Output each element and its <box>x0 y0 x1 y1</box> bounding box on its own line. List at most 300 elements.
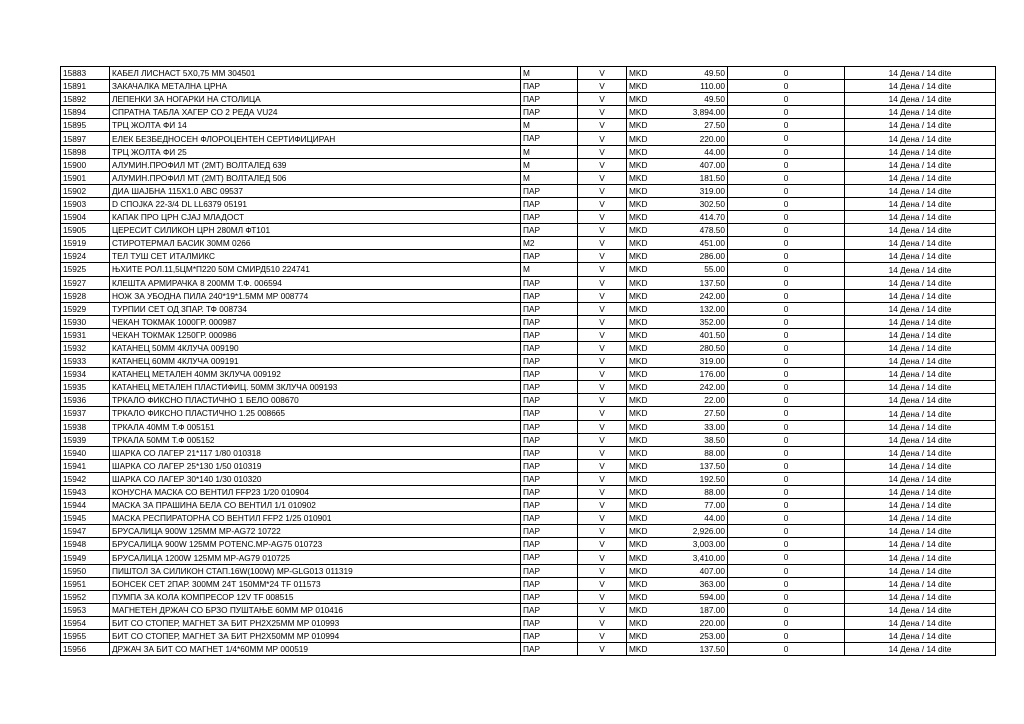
delivery-time-cell: 14 Дена / 14 dite <box>845 158 996 171</box>
quantity-cell: 0 <box>728 93 845 106</box>
item-name-cell: БРУСАЛИЦА 1200W 125ММ MP-AG79 010725 <box>110 551 521 564</box>
price-cell: 280.50 <box>651 341 728 354</box>
item-code-cell: 15928 <box>61 289 110 302</box>
unit-cell: ПАР <box>521 381 578 394</box>
table-row <box>61 341 996 354</box>
delivery-time-cell: 14 Дена / 14 dite <box>845 512 996 525</box>
table-row <box>61 158 996 171</box>
item-name-cell: БРУСАЛИЦА 900W 125ММ MP-AG72 10722 <box>110 525 521 538</box>
delivery-time-cell: 14 Дена / 14 dite <box>845 132 996 145</box>
quantity-cell: 0 <box>728 459 845 472</box>
price-cell: 242.00 <box>651 289 728 302</box>
unit-cell: ПАР <box>521 93 578 106</box>
unit-cell: ПАР <box>521 224 578 237</box>
price-cell: 478.50 <box>651 224 728 237</box>
delivery-time-cell: 14 Дена / 14 dite <box>845 106 996 119</box>
currency-cell: MKD <box>627 263 652 276</box>
item-code-cell: 15937 <box>61 407 110 420</box>
v-mark-cell: V <box>578 394 627 407</box>
price-cell: 27.50 <box>651 407 728 420</box>
unit-cell: ПАР <box>521 407 578 420</box>
unit-cell: ПАР <box>521 368 578 381</box>
unit-cell: ПАР <box>521 459 578 472</box>
item-code-cell: 15900 <box>61 158 110 171</box>
price-cell: 319.00 <box>651 184 728 197</box>
item-name-cell: АЛУМИН.ПРОФИЛ МТ (2МТ) ВОЛТАЛЕД 639 <box>110 158 521 171</box>
delivery-time-cell: 14 Дена / 14 dite <box>845 407 996 420</box>
currency-cell: MKD <box>627 171 652 184</box>
unit-cell: М <box>521 263 578 276</box>
price-cell: 27.50 <box>651 119 728 132</box>
unit-cell: М <box>521 67 578 80</box>
item-name-cell: КАПАК ПРО ЦРН СЈАЈ МЛАДОСТ <box>110 211 521 224</box>
unit-cell: ПАР <box>521 80 578 93</box>
v-mark-cell: V <box>578 315 627 328</box>
table-row <box>61 302 996 315</box>
currency-cell: MKD <box>627 512 652 525</box>
item-name-cell: ТРКАЛО ФИКСНО ПЛАСТИЧНО 1.25 008665 <box>110 407 521 420</box>
table-row <box>61 525 996 538</box>
price-cell: 286.00 <box>651 250 728 263</box>
quantity-cell: 0 <box>728 551 845 564</box>
price-cell: 132.00 <box>651 302 728 315</box>
v-mark-cell: V <box>578 171 627 184</box>
table-row <box>61 538 996 551</box>
v-mark-cell: V <box>578 184 627 197</box>
price-cell: 594.00 <box>651 590 728 603</box>
table-row <box>61 590 996 603</box>
price-cell: 110.00 <box>651 80 728 93</box>
unit-cell: М <box>521 119 578 132</box>
currency-cell: MKD <box>627 119 652 132</box>
delivery-time-cell: 14 Дена / 14 dite <box>845 315 996 328</box>
currency-cell: MKD <box>627 302 652 315</box>
v-mark-cell: V <box>578 420 627 433</box>
delivery-time-cell: 14 Дена / 14 dite <box>845 630 996 643</box>
item-code-cell: 15894 <box>61 106 110 119</box>
unit-cell: ПАР <box>521 184 578 197</box>
quantity-cell: 0 <box>728 355 845 368</box>
item-name-cell: ЛЕПЕНКИ ЗА НОГАРКИ НА СТОЛИЦА <box>110 93 521 106</box>
table-row <box>61 381 996 394</box>
price-cell: 137.50 <box>651 276 728 289</box>
delivery-time-cell: 14 Дена / 14 dite <box>845 355 996 368</box>
v-mark-cell: V <box>578 263 627 276</box>
delivery-time-cell: 14 Дена / 14 dite <box>845 184 996 197</box>
unit-cell: ПАР <box>521 197 578 210</box>
price-cell: 3,003.00 <box>651 538 728 551</box>
item-code-cell: 15956 <box>61 643 110 656</box>
item-name-cell: БИТ СО СТОПЕР, МАГНЕТ ЗА БИТ PH2X25ММ МР 010993 <box>110 616 521 629</box>
item-name-cell: ТУРПИИ СЕТ ОД 3ПАР. ТФ 008734 <box>110 302 521 315</box>
item-name-cell: ТРЦ ЖОЛТА ФИ 25 <box>110 145 521 158</box>
delivery-time-cell: 14 Дена / 14 dite <box>845 381 996 394</box>
price-cell: 242.00 <box>651 381 728 394</box>
price-cell: 363.00 <box>651 577 728 590</box>
item-name-cell: ТРЦ ЖОЛТА ФИ 14 <box>110 119 521 132</box>
item-name-cell: ШАРКА СО ЛАГЕР 25*130 1/50 010319 <box>110 459 521 472</box>
delivery-time-cell: 14 Дена / 14 dite <box>845 145 996 158</box>
item-name-cell: ТРКАЛО ФИКСНО ПЛАСТИЧНО 1 БЕЛО 008670 <box>110 394 521 407</box>
table-row <box>61 486 996 499</box>
item-code-cell: 15891 <box>61 80 110 93</box>
price-cell: 407.00 <box>651 564 728 577</box>
price-cell: 302.50 <box>651 197 728 210</box>
item-name-cell: КАТАНЕЦ МЕТАЛЕН ПЛАСТИФИЦ. 50ММ 3КЛУЧА 009193 <box>110 381 521 394</box>
unit-cell: ПАР <box>521 551 578 564</box>
v-mark-cell: V <box>578 80 627 93</box>
price-list-table <box>60 66 996 656</box>
v-mark-cell: V <box>578 643 627 656</box>
item-name-cell: БИТ СО СТОПЕР, МАГНЕТ ЗА БИТ PH2X50ММ МР 010994 <box>110 630 521 643</box>
v-mark-cell: V <box>578 237 627 250</box>
item-code-cell: 15949 <box>61 551 110 564</box>
table-row <box>61 80 996 93</box>
currency-cell: MKD <box>627 197 652 210</box>
v-mark-cell: V <box>578 211 627 224</box>
unit-cell: М <box>521 145 578 158</box>
v-mark-cell: V <box>578 472 627 485</box>
quantity-cell: 0 <box>728 564 845 577</box>
price-cell: 253.00 <box>651 630 728 643</box>
item-code-cell: 15954 <box>61 616 110 629</box>
unit-cell: ПАР <box>521 211 578 224</box>
delivery-time-cell: 14 Дена / 14 dite <box>845 237 996 250</box>
v-mark-cell: V <box>578 67 627 80</box>
v-mark-cell: V <box>578 289 627 302</box>
quantity-cell: 0 <box>728 381 845 394</box>
table-row <box>61 577 996 590</box>
currency-cell: MKD <box>627 145 652 158</box>
currency-cell: MKD <box>627 224 652 237</box>
item-code-cell: 15897 <box>61 132 110 145</box>
unit-cell: ПАР <box>521 590 578 603</box>
price-cell: 3,410.00 <box>651 551 728 564</box>
table-row <box>61 276 996 289</box>
delivery-time-cell: 14 Дена / 14 dite <box>845 499 996 512</box>
v-mark-cell: V <box>578 630 627 643</box>
table-row <box>61 197 996 210</box>
delivery-time-cell: 14 Дена / 14 dite <box>845 446 996 459</box>
delivery-time-cell: 14 Дена / 14 dite <box>845 590 996 603</box>
item-code-cell: 15951 <box>61 577 110 590</box>
item-code-cell: 15895 <box>61 119 110 132</box>
delivery-time-cell: 14 Дена / 14 dite <box>845 368 996 381</box>
unit-cell: ПАР <box>521 577 578 590</box>
price-cell: 401.50 <box>651 328 728 341</box>
quantity-cell: 0 <box>728 499 845 512</box>
item-code-cell: 15901 <box>61 171 110 184</box>
table-row <box>61 564 996 577</box>
item-code-cell: 15948 <box>61 538 110 551</box>
item-name-cell: МАСКА ЗА ПРАШИНА БЕЛА СО ВЕНТИЛ 1/1 010902 <box>110 499 521 512</box>
price-cell: 187.00 <box>651 603 728 616</box>
item-name-cell: НОЖ ЗА УБОДНА ПИЛА 240*19*1.5ММ МР 008774 <box>110 289 521 302</box>
delivery-time-cell: 14 Дена / 14 dite <box>845 433 996 446</box>
quantity-cell: 0 <box>728 67 845 80</box>
currency-cell: MKD <box>627 577 652 590</box>
item-name-cell: ТРКАЛА 50ММ Т.Ф 005152 <box>110 433 521 446</box>
quantity-cell: 0 <box>728 158 845 171</box>
quantity-cell: 0 <box>728 263 845 276</box>
v-mark-cell: V <box>578 433 627 446</box>
delivery-time-cell: 14 Дена / 14 dite <box>845 93 996 106</box>
currency-cell: MKD <box>627 407 652 420</box>
price-cell: 192.50 <box>651 472 728 485</box>
quantity-cell: 0 <box>728 132 845 145</box>
quantity-cell: 0 <box>728 276 845 289</box>
item-name-cell: ДРЖАЧ ЗА БИТ СО МАГНЕТ 1/4*60ММ МР 000519 <box>110 643 521 656</box>
v-mark-cell: V <box>578 197 627 210</box>
currency-cell: MKD <box>627 289 652 302</box>
price-cell: 49.50 <box>651 93 728 106</box>
item-code-cell: 15883 <box>61 67 110 80</box>
item-code-cell: 15919 <box>61 237 110 250</box>
quantity-cell: 0 <box>728 512 845 525</box>
table-row <box>61 106 996 119</box>
unit-cell: ПАР <box>521 302 578 315</box>
item-name-cell: БРУСАЛИЦА 900W 125ММ POTENC.MP-AG75 010723 <box>110 538 521 551</box>
delivery-time-cell: 14 Дена / 14 dite <box>845 577 996 590</box>
currency-cell: MKD <box>627 486 652 499</box>
item-code-cell: 15943 <box>61 486 110 499</box>
currency-cell: MKD <box>627 394 652 407</box>
unit-cell: ПАР <box>521 525 578 538</box>
currency-cell: MKD <box>627 616 652 629</box>
price-cell: 407.00 <box>651 158 728 171</box>
delivery-time-cell: 14 Дена / 14 dite <box>845 171 996 184</box>
item-name-cell: АЛУМИН.ПРОФИЛ МТ (2МТ) ВОЛТАЛЕД 506 <box>110 171 521 184</box>
currency-cell: MKD <box>627 184 652 197</box>
v-mark-cell: V <box>578 551 627 564</box>
v-mark-cell: V <box>578 564 627 577</box>
quantity-cell: 0 <box>728 184 845 197</box>
v-mark-cell: V <box>578 302 627 315</box>
quantity-cell: 0 <box>728 250 845 263</box>
currency-cell: MKD <box>627 276 652 289</box>
quantity-cell: 0 <box>728 328 845 341</box>
quantity-cell: 0 <box>728 538 845 551</box>
price-cell: 88.00 <box>651 446 728 459</box>
delivery-time-cell: 14 Дена / 14 dite <box>845 211 996 224</box>
currency-cell: MKD <box>627 158 652 171</box>
item-code-cell: 15892 <box>61 93 110 106</box>
item-code-cell: 15952 <box>61 590 110 603</box>
delivery-time-cell: 14 Дена / 14 dite <box>845 420 996 433</box>
unit-cell: ПАР <box>521 538 578 551</box>
item-code-cell: 15944 <box>61 499 110 512</box>
currency-cell: MKD <box>627 341 652 354</box>
unit-cell: ПАР <box>521 564 578 577</box>
quantity-cell: 0 <box>728 525 845 538</box>
currency-cell: MKD <box>627 499 652 512</box>
table-row <box>61 211 996 224</box>
v-mark-cell: V <box>578 499 627 512</box>
price-cell: 176.00 <box>651 368 728 381</box>
delivery-time-cell: 14 Дена / 14 dite <box>845 525 996 538</box>
currency-cell: MKD <box>627 525 652 538</box>
item-code-cell: 15940 <box>61 446 110 459</box>
item-name-cell: ТЕЛ ТУШ СЕТ ИТАЛМИКС <box>110 250 521 263</box>
item-code-cell: 15935 <box>61 381 110 394</box>
unit-cell: ПАР <box>521 630 578 643</box>
quantity-cell: 0 <box>728 341 845 354</box>
delivery-time-cell: 14 Дена / 14 dite <box>845 341 996 354</box>
item-name-cell: ПУМПА ЗА КОЛА КОМПРЕСОР 12V TF 008515 <box>110 590 521 603</box>
item-name-cell: КАТАНЕЦ 60ММ 4КЛУЧА 009191 <box>110 355 521 368</box>
item-code-cell: 15927 <box>61 276 110 289</box>
table-row <box>61 67 996 80</box>
currency-cell: MKD <box>627 381 652 394</box>
price-cell: 181.50 <box>651 171 728 184</box>
unit-cell: ПАР <box>521 315 578 328</box>
currency-cell: MKD <box>627 433 652 446</box>
price-cell: 88.00 <box>651 486 728 499</box>
unit-cell: ПАР <box>521 341 578 354</box>
v-mark-cell: V <box>578 276 627 289</box>
price-cell: 2,926.00 <box>651 525 728 538</box>
v-mark-cell: V <box>578 381 627 394</box>
unit-cell: ПАР <box>521 499 578 512</box>
unit-cell: М2 <box>521 237 578 250</box>
table-row <box>61 630 996 643</box>
price-cell: 55.00 <box>651 263 728 276</box>
v-mark-cell: V <box>578 512 627 525</box>
item-code-cell: 15950 <box>61 564 110 577</box>
table-row <box>61 499 996 512</box>
unit-cell: ПАР <box>521 250 578 263</box>
quantity-cell: 0 <box>728 407 845 420</box>
v-mark-cell: V <box>578 106 627 119</box>
currency-cell: MKD <box>627 315 652 328</box>
unit-cell: ПАР <box>521 643 578 656</box>
quantity-cell: 0 <box>728 80 845 93</box>
item-name-cell: ТРКАЛА 40ММ Т.Ф 005151 <box>110 420 521 433</box>
currency-cell: MKD <box>627 459 652 472</box>
v-mark-cell: V <box>578 616 627 629</box>
currency-cell: MKD <box>627 355 652 368</box>
table-row <box>61 250 996 263</box>
item-name-cell: ЗАКАЧАЛКА МЕТАЛНА ЦРНА <box>110 80 521 93</box>
unit-cell: ПАР <box>521 394 578 407</box>
item-code-cell: 15939 <box>61 433 110 446</box>
quantity-cell: 0 <box>728 603 845 616</box>
item-code-cell: 15934 <box>61 368 110 381</box>
quantity-cell: 0 <box>728 315 845 328</box>
delivery-time-cell: 14 Дена / 14 dite <box>845 603 996 616</box>
table-row <box>61 171 996 184</box>
currency-cell: MKD <box>627 630 652 643</box>
currency-cell: MKD <box>627 368 652 381</box>
item-name-cell: ШАРКА СО ЛАГЕР 21*117 1/80 010318 <box>110 446 521 459</box>
v-mark-cell: V <box>578 224 627 237</box>
item-name-cell: МАГНЕТЕН ДРЖАЧ СО БРЗО ПУШТАЊЕ 60ММ МР 010416 <box>110 603 521 616</box>
table-row <box>61 132 996 145</box>
unit-cell: ПАР <box>521 420 578 433</box>
table-row <box>61 224 996 237</box>
item-code-cell: 15905 <box>61 224 110 237</box>
quantity-cell: 0 <box>728 197 845 210</box>
table-row <box>61 472 996 485</box>
unit-cell: М <box>521 171 578 184</box>
table-row <box>61 459 996 472</box>
quantity-cell: 0 <box>728 302 845 315</box>
currency-cell: MKD <box>627 564 652 577</box>
currency-cell: MKD <box>627 538 652 551</box>
item-name-cell: КАБЕЛ ЛИСНАСТ 5Х0,75 ММ 304501 <box>110 67 521 80</box>
price-cell: 220.00 <box>651 616 728 629</box>
table-row <box>61 263 996 276</box>
unit-cell: ПАР <box>521 486 578 499</box>
item-name-cell: ЧЕКАН ТОКМАК 1000ГР. 000987 <box>110 315 521 328</box>
unit-cell: ПАР <box>521 472 578 485</box>
v-mark-cell: V <box>578 341 627 354</box>
table-row <box>61 616 996 629</box>
unit-cell: ПАР <box>521 106 578 119</box>
delivery-time-cell: 14 Дена / 14 dite <box>845 224 996 237</box>
item-code-cell: 15902 <box>61 184 110 197</box>
item-name-cell: D СПОЈКА 22-3/4 DL LL6379 05191 <box>110 197 521 210</box>
currency-cell: MKD <box>627 80 652 93</box>
price-cell: 414.70 <box>651 211 728 224</box>
item-code-cell: 15925 <box>61 263 110 276</box>
v-mark-cell: V <box>578 250 627 263</box>
table-row <box>61 289 996 302</box>
unit-cell: ПАР <box>521 276 578 289</box>
item-code-cell: 15947 <box>61 525 110 538</box>
item-code-cell: 15932 <box>61 341 110 354</box>
price-cell: 77.00 <box>651 499 728 512</box>
currency-cell: MKD <box>627 472 652 485</box>
quantity-cell: 0 <box>728 446 845 459</box>
item-name-cell: ДИА ШАЈБНА 115Х1.0 ABC 09537 <box>110 184 521 197</box>
item-name-cell: МАСКА РЕСПИРАТОРНА СО ВЕНТИЛ FFP2 1/25 010901 <box>110 512 521 525</box>
delivery-time-cell: 14 Дена / 14 dite <box>845 263 996 276</box>
quantity-cell: 0 <box>728 289 845 302</box>
price-cell: 38.50 <box>651 433 728 446</box>
delivery-time-cell: 14 Дена / 14 dite <box>845 643 996 656</box>
table-row <box>61 119 996 132</box>
quantity-cell: 0 <box>728 616 845 629</box>
delivery-time-cell: 14 Дена / 14 dite <box>845 276 996 289</box>
quantity-cell: 0 <box>728 643 845 656</box>
item-name-cell: ЦЕРЕСИТ СИЛИКОН ЦРН 280МЛ ФТ101 <box>110 224 521 237</box>
currency-cell: MKD <box>627 106 652 119</box>
table-row <box>61 145 996 158</box>
quantity-cell: 0 <box>728 590 845 603</box>
price-cell: 44.00 <box>651 145 728 158</box>
item-code-cell: 15936 <box>61 394 110 407</box>
item-name-cell: БОНСЕК СЕТ 2ПАР. 300ММ 24Т 150ММ*24 TF 011573 <box>110 577 521 590</box>
v-mark-cell: V <box>578 407 627 420</box>
quantity-cell: 0 <box>728 106 845 119</box>
item-name-cell: ПИШТОЛ ЗА СИЛИКОН СТАП.16W(100W) MP-GLG013 011319 <box>110 564 521 577</box>
item-code-cell: 15931 <box>61 328 110 341</box>
delivery-time-cell: 14 Дена / 14 dite <box>845 538 996 551</box>
v-mark-cell: V <box>578 603 627 616</box>
quantity-cell: 0 <box>728 119 845 132</box>
table-row <box>61 93 996 106</box>
price-cell: 352.00 <box>651 315 728 328</box>
delivery-time-cell: 14 Дена / 14 dite <box>845 459 996 472</box>
v-mark-cell: V <box>578 368 627 381</box>
delivery-time-cell: 14 Дена / 14 dite <box>845 250 996 263</box>
price-cell: 22.00 <box>651 394 728 407</box>
currency-cell: MKD <box>627 590 652 603</box>
table-row <box>61 237 996 250</box>
v-mark-cell: V <box>578 158 627 171</box>
quantity-cell: 0 <box>728 420 845 433</box>
